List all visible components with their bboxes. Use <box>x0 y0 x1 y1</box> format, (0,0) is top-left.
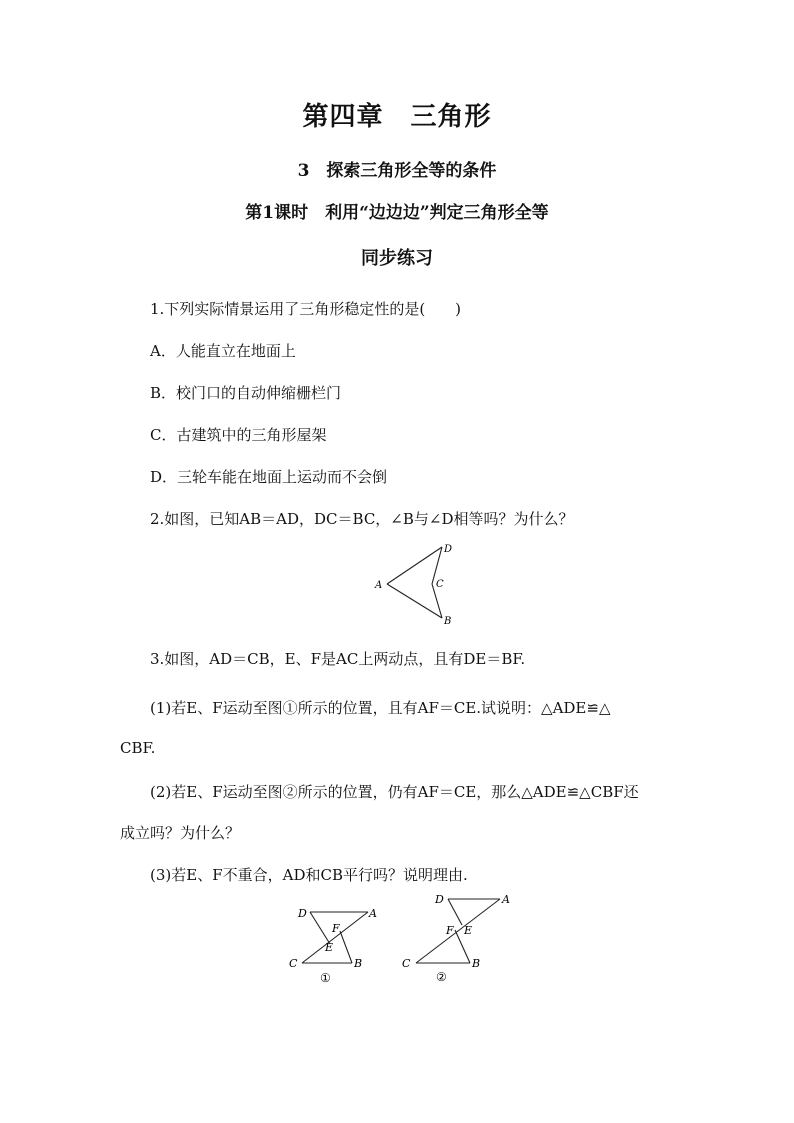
question-3-figure-2 <box>396 888 522 988</box>
figure-2-label-c: C <box>402 957 411 970</box>
question-3-part-1-line-1: (1)若E、F运动至图①所示的位置，且有AF＝CE.试说明：△ADE≌△ <box>150 699 611 717</box>
figure-2-label-e: E <box>464 924 473 937</box>
question-3-part-3: (3)若E、F不重合，AD和CB平行吗？说明理由. <box>150 866 468 884</box>
figure-2-label-d: D <box>435 893 444 906</box>
figure2-label-c: C <box>436 579 444 590</box>
question-3-part-1-line-2: CBF. <box>120 739 156 757</box>
question-1-option-c: C．古建筑中的三角形屋架 <box>150 426 327 444</box>
section-title: 3 探索三角形全等的条件 <box>297 161 497 181</box>
figure-1-label-d: D <box>298 907 307 920</box>
figure-1-caption: ① <box>320 971 331 985</box>
question-3-figure-1 <box>282 900 382 988</box>
question-1-option-d: D．三轮车能在地面上运动而不会倒 <box>150 468 388 486</box>
figure-1-label-c: C <box>289 957 298 970</box>
chapter-title: 第四章 三角形 <box>302 102 492 132</box>
figure-1-label-e: E <box>325 941 334 954</box>
question-1-option-b: B．校门口的自动伸缩栅栏门 <box>150 384 342 402</box>
figure-1-label-b: B <box>354 957 363 970</box>
lesson-title: 第1课时 利用“边边边”判定三角形全等 <box>245 203 549 223</box>
figure-1-label-f: F <box>332 922 340 935</box>
question-3-part-2-line-2: 成立吗？为什么？ <box>120 824 241 842</box>
figure2-label-d: D <box>444 544 453 555</box>
figure-1-label-a: A <box>369 907 377 920</box>
figure-2-label-b: B <box>472 957 481 970</box>
figure-2-label-f: F <box>446 924 454 937</box>
figure2-label-a: A <box>375 580 383 591</box>
question-2-stem: 2.如图，已知AB＝AD，DC＝BC，∠B与∠D相等吗？为什么？ <box>150 510 574 528</box>
question-2-figure <box>368 538 458 630</box>
question-1-option-a: A．人能直立在地面上 <box>150 342 296 360</box>
question-1-stem: 1.下列实际情景运用了三角形稳定性的是( ) <box>150 300 462 318</box>
figure-2-label-a: A <box>502 893 510 906</box>
question-3-part-2-line-1: (2)若E、F运动至图②所示的位置，仍有AF＝CE，那么△ADE≌△CBF还 <box>150 783 639 801</box>
practice-heading: 同步练习 <box>361 248 433 269</box>
figure-2-caption: ② <box>436 970 447 984</box>
figure2-label-b: B <box>444 616 452 627</box>
question-3-stem: 3.如图，AD＝CB，E、F是AC上两动点，且有DE＝BF. <box>150 650 526 668</box>
